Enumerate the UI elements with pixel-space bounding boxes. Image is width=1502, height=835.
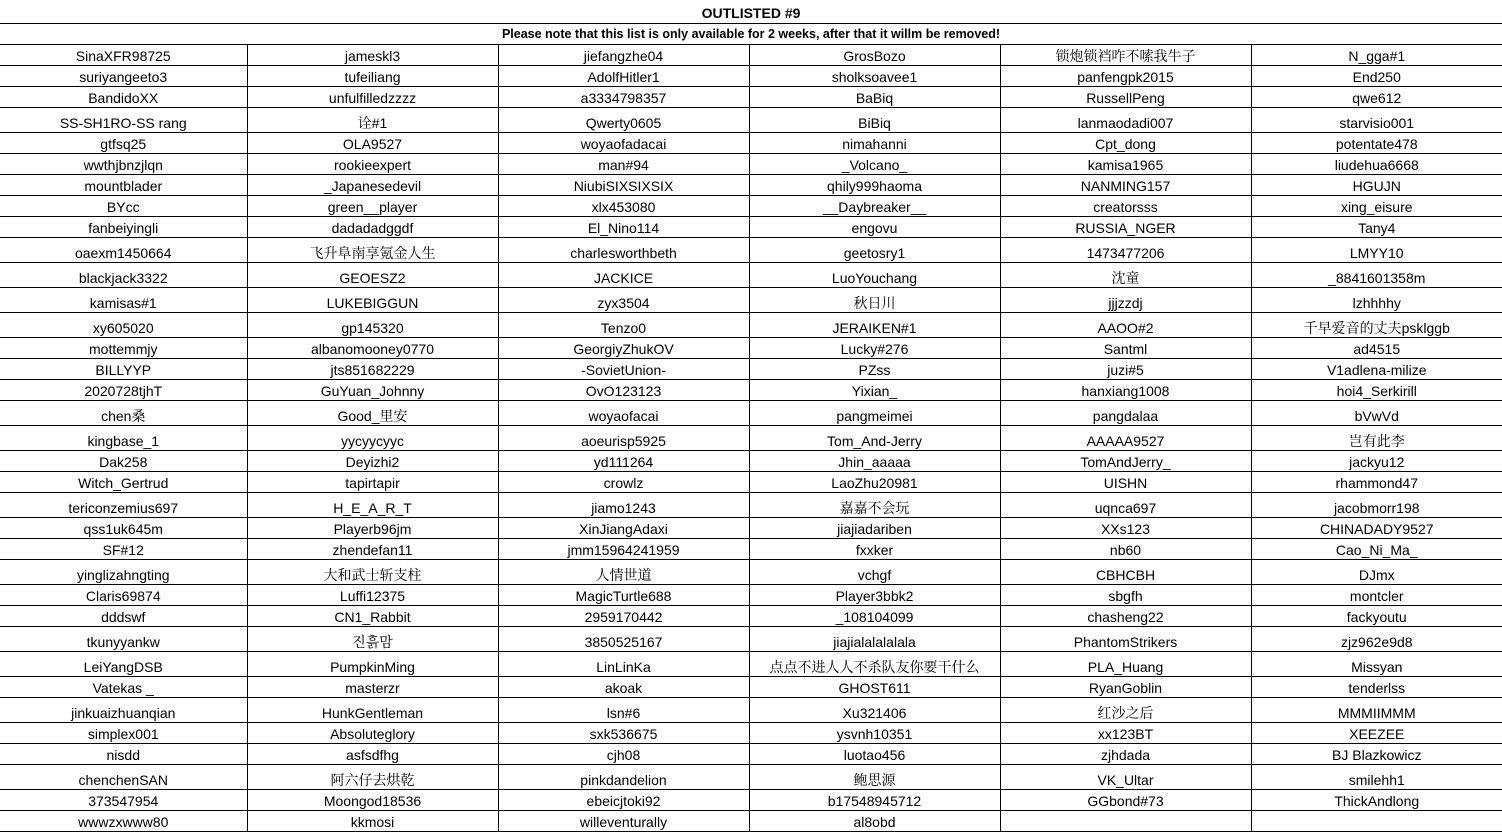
availability-notice: Please note that this list is only available for 2 weeks, after that it willm be removed! bbox=[0, 24, 1502, 45]
username-cell: green__player bbox=[247, 196, 498, 217]
table-row bbox=[0, 560, 1502, 585]
username-cell: nimahanni bbox=[749, 133, 1000, 154]
username-cell: Jhin_aaaaa bbox=[749, 451, 1000, 472]
username-cell: smilehh1 bbox=[1251, 765, 1502, 790]
username-cell: Xu321406 bbox=[749, 698, 1000, 723]
username-cell: PhantomStrikers bbox=[1000, 627, 1251, 652]
username-cell: bVwVd bbox=[1251, 401, 1502, 426]
username-cell: 沈童 bbox=[1000, 263, 1251, 288]
username-cell: al8obd bbox=[749, 811, 1000, 832]
username-cell: Moongod18536 bbox=[247, 790, 498, 811]
username-cell: 锁炮锁裆咋不嗦我牛子 bbox=[1000, 45, 1251, 66]
username-cell: chenchenSAN bbox=[0, 765, 247, 790]
username-cell: dadadadggdf bbox=[247, 217, 498, 238]
username-cell: Tenzo0 bbox=[498, 313, 749, 338]
username-cell: GHOST611 bbox=[749, 677, 1000, 698]
username-cell: Playerb96jm bbox=[247, 518, 498, 539]
username-cell: blackjack3322 bbox=[0, 263, 247, 288]
username-cell: juzi#5 bbox=[1000, 359, 1251, 380]
table-row bbox=[0, 175, 1502, 196]
username-cell: ad4515 bbox=[1251, 338, 1502, 359]
table-row bbox=[0, 338, 1502, 359]
username-cell: JACKICE bbox=[498, 263, 749, 288]
username-cell: nb60 bbox=[1000, 539, 1251, 560]
username-cell: Luffi12375 bbox=[247, 585, 498, 606]
username-cell: 飞升阜南享氪金人生 bbox=[247, 238, 498, 263]
username-cell: 大和武士斩支柱 bbox=[247, 560, 498, 585]
username-cell: OvO123123 bbox=[498, 380, 749, 401]
username-cell: mountblader bbox=[0, 175, 247, 196]
table-row bbox=[0, 66, 1502, 87]
username-cell: Yixian_ bbox=[749, 380, 1000, 401]
table-row bbox=[0, 790, 1502, 811]
table-row bbox=[0, 401, 1502, 426]
username-cell: El_Nino114 bbox=[498, 217, 749, 238]
table-row bbox=[0, 263, 1502, 288]
username-cell: AAAAA9527 bbox=[1000, 426, 1251, 451]
username-cell: zjz962e9d8 bbox=[1251, 627, 1502, 652]
username-cell: fackyoutu bbox=[1251, 606, 1502, 627]
table-row bbox=[0, 426, 1502, 451]
username-cell: lsn#6 bbox=[498, 698, 749, 723]
username-cell: charlesworthbeth bbox=[498, 238, 749, 263]
username-cell: jacobmorr198 bbox=[1251, 493, 1502, 518]
username-cell: wwthjbnzjlqn bbox=[0, 154, 247, 175]
username-cell: Absoluteglory bbox=[247, 723, 498, 744]
username-cell: pangmeimei bbox=[749, 401, 1000, 426]
username-cell: uqnca697 bbox=[1000, 493, 1251, 518]
table-row bbox=[0, 627, 1502, 652]
username-cell: woyaofadacai bbox=[498, 133, 749, 154]
username-cell: fanbeiyingli bbox=[0, 217, 247, 238]
username-cell: jackyu12 bbox=[1251, 451, 1502, 472]
username-cell: jiajiadariben bbox=[749, 518, 1000, 539]
username-cell: Tany4 bbox=[1251, 217, 1502, 238]
username-cell: Cao_Ni_Ma_ bbox=[1251, 539, 1502, 560]
username-cell: qss1uk645m bbox=[0, 518, 247, 539]
username-cell: GEOESZ2 bbox=[247, 263, 498, 288]
username-cell: sbgfh bbox=[1000, 585, 1251, 606]
username-cell: Witch_Gertrud bbox=[0, 472, 247, 493]
username-cell: liudehua6668 bbox=[1251, 154, 1502, 175]
username-cell: Missyan bbox=[1251, 652, 1502, 677]
username-cell: crowlz bbox=[498, 472, 749, 493]
username-cell: Dak258 bbox=[0, 451, 247, 472]
username-cell: XEEZEE bbox=[1251, 723, 1502, 744]
username-cell: 3850525167 bbox=[498, 627, 749, 652]
username-cell: NANMING157 bbox=[1000, 175, 1251, 196]
username-cell: PumpkinMing bbox=[247, 652, 498, 677]
username-cell: 岂有此李 bbox=[1251, 426, 1502, 451]
username-cell: sxk536675 bbox=[498, 723, 749, 744]
username-cell: 鲍思源 bbox=[749, 765, 1000, 790]
username-cell: V1adlena-milize bbox=[1251, 359, 1502, 380]
username-cell: xy605020 bbox=[0, 313, 247, 338]
username-cell: jmm15964241959 bbox=[498, 539, 749, 560]
username-cell: yycyycyyc bbox=[247, 426, 498, 451]
username-cell: jiefangzhe04 bbox=[498, 45, 749, 66]
username-cell: jiajialalalalala bbox=[749, 627, 1000, 652]
username-cell: GGbond#73 bbox=[1000, 790, 1251, 811]
username-cell: potentate478 bbox=[1251, 133, 1502, 154]
username-cell: CBHCBH bbox=[1000, 560, 1251, 585]
username-cell: PZss bbox=[749, 359, 1000, 380]
username-cell: pangdalaa bbox=[1000, 401, 1251, 426]
username-cell bbox=[1251, 811, 1502, 832]
username-cell: zjhdada bbox=[1000, 744, 1251, 765]
username-cell: tenderlss bbox=[1251, 677, 1502, 698]
username-cell: 红沙之后 bbox=[1000, 698, 1251, 723]
username-cell: GrosBozo bbox=[749, 45, 1000, 66]
username-cell: Qwerty0605 bbox=[498, 108, 749, 133]
username-cell: fxxker bbox=[749, 539, 1000, 560]
table-row bbox=[0, 451, 1502, 472]
username-cell: jameskl3 bbox=[247, 45, 498, 66]
username-cell: RussellPeng bbox=[1000, 87, 1251, 108]
username-cell: vchgf bbox=[749, 560, 1000, 585]
table-row bbox=[0, 765, 1502, 790]
username-cell: lzhhhhy bbox=[1251, 288, 1502, 313]
username-cell: tufeiliang bbox=[247, 66, 498, 87]
username-cell: simplex001 bbox=[0, 723, 247, 744]
username-cell: UISHN bbox=[1000, 472, 1251, 493]
username-cell: LinLinKa bbox=[498, 652, 749, 677]
username-cell: kamisa1965 bbox=[1000, 154, 1251, 175]
table-row bbox=[0, 87, 1502, 108]
username-cell: gtfsq25 bbox=[0, 133, 247, 154]
username-cell: 嘉嘉不会玩 bbox=[749, 493, 1000, 518]
username-cell: chasheng22 bbox=[1000, 606, 1251, 627]
username-cell: BandidoXX bbox=[0, 87, 247, 108]
username-cell: rookieexpert bbox=[247, 154, 498, 175]
username-cell: SinaXFR98725 bbox=[0, 45, 247, 66]
username-cell: yd111264 bbox=[498, 451, 749, 472]
username-cell: xing_eisure bbox=[1251, 196, 1502, 217]
table-row bbox=[0, 811, 1502, 832]
username-cell: unfulfilledzzzz bbox=[247, 87, 498, 108]
username-cell: DJmx bbox=[1251, 560, 1502, 585]
username-cell: woyaofacai bbox=[498, 401, 749, 426]
username-cell: SS-SH1RO-SS rang bbox=[0, 108, 247, 133]
username-cell: 点点不进人人不杀队友你要干什么 bbox=[749, 652, 1000, 677]
username-cell: CHINADADY9527 bbox=[1251, 518, 1502, 539]
username-cell: hanxiang1008 bbox=[1000, 380, 1251, 401]
username-cell: geetosry1 bbox=[749, 238, 1000, 263]
username-cell: N_gga#1 bbox=[1251, 45, 1502, 66]
username-cell: LaoZhu20981 bbox=[749, 472, 1000, 493]
username-cell: Vatekas _ bbox=[0, 677, 247, 698]
username-cell: rhammond47 bbox=[1251, 472, 1502, 493]
username-cell: Deyizhi2 bbox=[247, 451, 498, 472]
username-cell: wwwzxwww80 bbox=[0, 811, 247, 832]
username-cell: tkunyyankw bbox=[0, 627, 247, 652]
username-cell: qhily999haoma bbox=[749, 175, 1000, 196]
username-cell: b17548945712 bbox=[749, 790, 1000, 811]
username-cell: BILLYYP bbox=[0, 359, 247, 380]
username-cell: cjh08 bbox=[498, 744, 749, 765]
table-row bbox=[0, 196, 1502, 217]
table-row bbox=[0, 217, 1502, 238]
username-cell: 진흙맘 bbox=[247, 627, 498, 652]
username-cell: 373547954 bbox=[0, 790, 247, 811]
username-cell: jinkuaizhuanqian bbox=[0, 698, 247, 723]
table-row bbox=[0, 585, 1502, 606]
username-cell: dddswf bbox=[0, 606, 247, 627]
username-cell: AdolfHitler1 bbox=[498, 66, 749, 87]
username-cell: CN1_Rabbit bbox=[247, 606, 498, 627]
username-cell: GuYuan_Johnny bbox=[247, 380, 498, 401]
username-cell: BiBiq bbox=[749, 108, 1000, 133]
table-row bbox=[0, 493, 1502, 518]
username-cell: willeventurally bbox=[498, 811, 749, 832]
table-row bbox=[0, 313, 1502, 338]
username-cell: BYcc bbox=[0, 196, 247, 217]
username-cell: LUKEBIGGUN bbox=[247, 288, 498, 313]
table-row bbox=[0, 723, 1502, 744]
table-row bbox=[0, 359, 1502, 380]
username-cell: starvisio001 bbox=[1251, 108, 1502, 133]
username-cell: GeorgiyZhukOV bbox=[498, 338, 749, 359]
table-row bbox=[0, 154, 1502, 175]
username-cell: jiamo1243 bbox=[498, 493, 749, 518]
username-cell: montcler bbox=[1251, 585, 1502, 606]
username-cell: 2959170442 bbox=[498, 606, 749, 627]
username-cell: kingbase_1 bbox=[0, 426, 247, 451]
username-cell: xx123BT bbox=[1000, 723, 1251, 744]
username-cell: 千早爱音的丈夫psklggb bbox=[1251, 313, 1502, 338]
username-cell: 阿六仔去烘乾 bbox=[247, 765, 498, 790]
username-cell: LMYY10 bbox=[1251, 238, 1502, 263]
username-cell: jts851682229 bbox=[247, 359, 498, 380]
username-cell: aoeurisp5925 bbox=[498, 426, 749, 451]
username-cell: masterzr bbox=[247, 677, 498, 698]
username-cell: H_E_A_R_T bbox=[247, 493, 498, 518]
table-row bbox=[0, 744, 1502, 765]
username-cell: Lucky#276 bbox=[749, 338, 1000, 359]
username-cell: 2020728tjhT bbox=[0, 380, 247, 401]
username-cell: BaBiq bbox=[749, 87, 1000, 108]
table-row bbox=[0, 698, 1502, 723]
username-cell: xlx453080 bbox=[498, 196, 749, 217]
table-row bbox=[0, 518, 1502, 539]
username-cell: lanmaodadi007 bbox=[1000, 108, 1251, 133]
table-row bbox=[0, 108, 1502, 133]
username-cell: 诠#1 bbox=[247, 108, 498, 133]
username-cell: MagicTurtle688 bbox=[498, 585, 749, 606]
table-row bbox=[0, 677, 1502, 698]
username-cell: Good_里安 bbox=[247, 401, 498, 426]
username-cell: yinglizahngting bbox=[0, 560, 247, 585]
username-cell: XinJiangAdaxi bbox=[498, 518, 749, 539]
username-cell: oaexm1450664 bbox=[0, 238, 247, 263]
table-row bbox=[0, 652, 1502, 677]
table-row bbox=[0, 472, 1502, 493]
table-row bbox=[0, 380, 1502, 401]
username-cell: __Daybreaker__ bbox=[749, 196, 1000, 217]
username-cell: suriyangeeto3 bbox=[0, 66, 247, 87]
table-row bbox=[0, 133, 1502, 154]
username-cell: nisdd bbox=[0, 744, 247, 765]
username-cell: -SovietUnion- bbox=[498, 359, 749, 380]
username-cell: pinkdandelion bbox=[498, 765, 749, 790]
username-cell: HGUJN bbox=[1251, 175, 1502, 196]
username-cell: MMMIIMMM bbox=[1251, 698, 1502, 723]
username-cell: hoi4_Serkirill bbox=[1251, 380, 1502, 401]
username-cell: RyanGoblin bbox=[1000, 677, 1251, 698]
username-cell: luotao456 bbox=[749, 744, 1000, 765]
username-cell: _8841601358m bbox=[1251, 263, 1502, 288]
username-cell: engovu bbox=[749, 217, 1000, 238]
username-cell: Santml bbox=[1000, 338, 1251, 359]
username-cell: ThickAndlong bbox=[1251, 790, 1502, 811]
username-cell: chen桑 bbox=[0, 401, 247, 426]
username-cell: ebeicjtoki92 bbox=[498, 790, 749, 811]
table-row bbox=[0, 606, 1502, 627]
username-cell: JERAIKEN#1 bbox=[749, 313, 1000, 338]
username-cell: XXs123 bbox=[1000, 518, 1251, 539]
username-cell: LuoYouchang bbox=[749, 263, 1000, 288]
username-cell: 人情世道 bbox=[498, 560, 749, 585]
username-cell: tapirtapir bbox=[247, 472, 498, 493]
table-row bbox=[0, 45, 1502, 66]
username-cell: creatorsss bbox=[1000, 196, 1251, 217]
username-cell: NiubiSIXSIXSIX bbox=[498, 175, 749, 196]
username-cell: 1473477206 bbox=[1000, 238, 1251, 263]
username-cell: asfsdfhg bbox=[247, 744, 498, 765]
table-row bbox=[0, 238, 1502, 263]
username-cell: AAOO#2 bbox=[1000, 313, 1251, 338]
table-row bbox=[0, 288, 1502, 313]
username-cell: VK_Ultar bbox=[1000, 765, 1251, 790]
username-cell: Claris69874 bbox=[0, 585, 247, 606]
username-cell: albanomooney0770 bbox=[247, 338, 498, 359]
page-title: OUTLISTED #9 bbox=[0, 0, 1502, 24]
table-row bbox=[0, 539, 1502, 560]
username-cell: kkmosi bbox=[247, 811, 498, 832]
username-cell: LeiYangDSB bbox=[0, 652, 247, 677]
username-cell: HunkGentleman bbox=[247, 698, 498, 723]
username-cell: tericonzemius697 bbox=[0, 493, 247, 518]
username-cell: akoak bbox=[498, 677, 749, 698]
username-cell: Tom_And-Jerry bbox=[749, 426, 1000, 451]
username-cell: Cpt_dong bbox=[1000, 133, 1251, 154]
username-cell: _Japanesedevil bbox=[247, 175, 498, 196]
username-cell: ysvnh10351 bbox=[749, 723, 1000, 744]
username-cell: TomAndJerry_ bbox=[1000, 451, 1251, 472]
username-cell: zyx3504 bbox=[498, 288, 749, 313]
username-cell: mottemmjy bbox=[0, 338, 247, 359]
username-cell: RUSSIA_NGER bbox=[1000, 217, 1251, 238]
username-cell: SF#12 bbox=[0, 539, 247, 560]
username-cell: _Volcano_ bbox=[749, 154, 1000, 175]
username-cell: man#94 bbox=[498, 154, 749, 175]
username-cell: 秋日川 bbox=[749, 288, 1000, 313]
outlisted-table bbox=[0, 45, 1502, 832]
username-cell: sholksoavee1 bbox=[749, 66, 1000, 87]
username-cell: panfengpk2015 bbox=[1000, 66, 1251, 87]
username-cell: jjjzzdj bbox=[1000, 288, 1251, 313]
username-cell: a3334798357 bbox=[498, 87, 749, 108]
username-cell: gp145320 bbox=[247, 313, 498, 338]
username-cell: qwe612 bbox=[1251, 87, 1502, 108]
username-cell: OLA9527 bbox=[247, 133, 498, 154]
username-cell: PLA_Huang bbox=[1000, 652, 1251, 677]
username-cell: End250 bbox=[1251, 66, 1502, 87]
username-cell: Player3bbk2 bbox=[749, 585, 1000, 606]
username-cell: _108104099 bbox=[749, 606, 1000, 627]
username-cell: BJ Blazkowicz bbox=[1251, 744, 1502, 765]
username-cell: zhendefan11 bbox=[247, 539, 498, 560]
username-cell bbox=[1000, 811, 1251, 832]
username-cell: kamisas#1 bbox=[0, 288, 247, 313]
